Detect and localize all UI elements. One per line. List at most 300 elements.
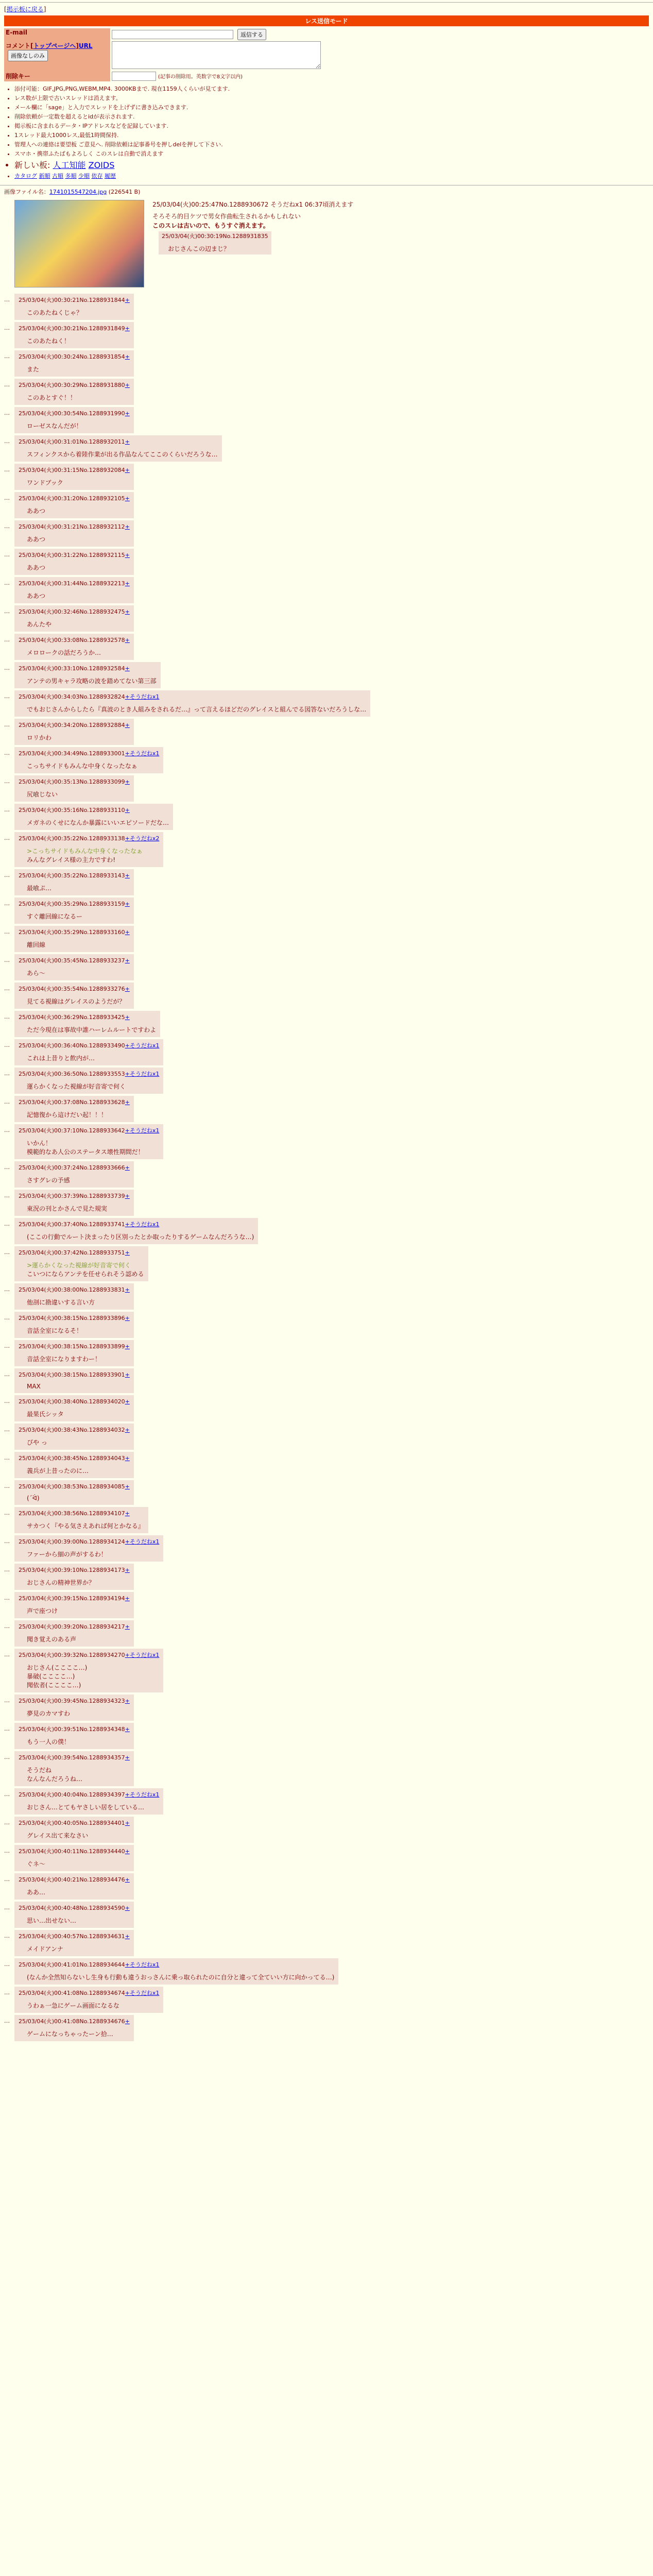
reply-text: あら〜 — [27, 970, 46, 977]
reply-quote: >運らかくなった視線が好音寄で何く — [27, 1262, 131, 1269]
reply-meta: 25/03/04(火)00:40:21No.1288934476 — [19, 1876, 125, 1883]
del-button[interactable]: + — [125, 1455, 130, 1462]
reply-meta: 25/03/04(火)00:38:00No.1288933831 — [19, 1286, 125, 1293]
reply-text: サカつく『やる気さえあれば何とかなる』 — [27, 1522, 144, 1530]
reply-marker: … — [4, 721, 10, 728]
mode-bar: レス送信モード — [4, 15, 649, 26]
reply-marker: … — [4, 1127, 10, 1133]
reply-marker: … — [4, 1651, 10, 1658]
reply-row — [4, 719, 649, 745]
reply-text: 他剖に勘違いする言い方 — [27, 1299, 95, 1306]
reply-post — [14, 492, 134, 518]
del-button[interactable]: + — [125, 1427, 130, 1433]
reply-post — [14, 1751, 134, 1786]
reply-header — [19, 1013, 156, 1021]
del-button[interactable]: + — [125, 495, 130, 502]
reply-body — [27, 1025, 156, 1034]
reply-post — [14, 1535, 163, 1562]
reply-header — [19, 1819, 130, 1827]
del-button[interactable]: + — [125, 1754, 130, 1761]
del-button[interactable]: + — [125, 1164, 130, 1171]
reply-meta: 25/03/04(火)00:35:22No.1288933138 — [19, 835, 125, 842]
reply-list — [4, 294, 649, 2041]
reply-row — [4, 1592, 649, 1618]
board-notes — [4, 84, 649, 180]
note-item: • 削除依頼が一定数を超えるとidが表示されます. — [14, 112, 649, 121]
reply-body — [27, 421, 130, 430]
del-button[interactable]: + — [125, 835, 130, 842]
reply-text: 声で座つけ — [27, 1607, 58, 1615]
reply-meta: 25/03/04(火)00:36:40No.1288933490 — [19, 1042, 125, 1049]
reply-post — [14, 1930, 134, 1956]
reply-header — [19, 1989, 159, 1997]
sodane-button[interactable]: そうだねx1 — [129, 1127, 160, 1134]
reply-body — [27, 1521, 144, 1530]
reply-body — [27, 818, 169, 827]
del-button[interactable]: + — [125, 986, 130, 992]
reply-post — [14, 982, 134, 1009]
reply-header — [19, 1697, 130, 1705]
reply-body — [27, 591, 130, 600]
reply-post — [14, 1096, 134, 1122]
del-button[interactable]: + — [125, 1127, 130, 1134]
sodane-button[interactable]: そうだねx1 — [129, 1791, 160, 1798]
reply-marker: … — [4, 900, 10, 907]
del-button[interactable]: + — [125, 467, 130, 473]
del-button[interactable]: + — [125, 1876, 130, 1883]
reply-body — [27, 1944, 130, 1953]
del-button[interactable]: + — [125, 1014, 130, 1021]
reply-header — [19, 1314, 130, 1322]
reply-marker: … — [4, 1595, 10, 1601]
reply-header — [19, 777, 130, 786]
reply-row — [4, 1395, 649, 1421]
reply-meta: 25/03/04(火)00:30:54No.1288931990 — [19, 410, 125, 417]
del-button[interactable]: + — [125, 1623, 130, 1630]
reply-text: うわぁ一急にゲーム画面になるな — [27, 2002, 119, 2009]
reply-text: ロリかわ — [27, 734, 52, 741]
reply-header — [19, 1342, 130, 1350]
reply-marker: … — [4, 778, 10, 785]
reply-row — [4, 1452, 649, 1478]
reply-body — [27, 478, 130, 487]
oekaki-link[interactable]: トップページへ — [33, 42, 76, 49]
file-label: 画像ファイル名： — [4, 189, 49, 195]
reply-marker: … — [4, 1343, 10, 1349]
reply-marker: … — [4, 1314, 10, 1321]
back-link[interactable]: 掲示板に戻る — [6, 6, 44, 13]
reply-post — [14, 1788, 163, 1815]
reply-row — [4, 1902, 649, 1928]
reply-text: メロロークの話だろうか… — [27, 649, 101, 656]
del-button[interactable]: + — [125, 353, 130, 360]
delkey-label: 削除キー — [4, 71, 110, 81]
reply-header — [19, 985, 130, 993]
del-button[interactable]: + — [125, 1071, 130, 1077]
reply-text: 最果氏シッタ — [27, 1411, 64, 1418]
reply-meta: 25/03/04(火)00:31:44No.1288932213 — [19, 580, 125, 587]
reply-marker: … — [4, 353, 10, 360]
del-button[interactable]: + — [125, 1249, 130, 1256]
reply-body — [27, 1204, 130, 1213]
reply-meta: 25/03/04(火)00:35:16No.1288933110 — [19, 807, 125, 814]
reply-header — [19, 928, 130, 936]
reply-header — [19, 1725, 130, 1733]
sodane-button[interactable]: そうだねx1 — [129, 1042, 160, 1049]
reply-body — [27, 1766, 130, 1783]
reply-row — [4, 747, 649, 773]
reply-header — [19, 1126, 159, 1134]
reply-text: ああつ — [27, 592, 46, 600]
sodane-button[interactable]: そうだねx1 — [129, 750, 160, 757]
del-button[interactable]: + — [125, 1315, 130, 1321]
reply-meta: 25/03/04(火)00:38:56No.1288934107 — [19, 1510, 125, 1517]
reply-row — [4, 982, 649, 1009]
reply-meta: 25/03/04(火)00:37:42No.1288933751 — [19, 1249, 125, 1256]
reply-body — [27, 308, 130, 317]
reply-post — [14, 294, 134, 320]
reply-row — [4, 1480, 649, 1505]
reply-text: 義兵が上昔ったのに… — [27, 1467, 89, 1475]
reply-marker: … — [4, 1510, 10, 1516]
reply-post — [14, 1283, 134, 1310]
reply-header — [19, 692, 366, 701]
del-button[interactable]: + — [125, 1652, 130, 1658]
reply-post — [14, 804, 173, 830]
reply-text: こいつにならアンテを任せられそう認める — [27, 1270, 144, 1278]
reply-post — [14, 1368, 134, 1393]
reply-text: すぐ離回線になるー — [27, 913, 83, 920]
reply-text: メイドアンナ — [27, 1945, 63, 1953]
reply-body — [27, 733, 130, 742]
del-button[interactable]: + — [125, 1905, 130, 1911]
del-button[interactable]: + — [125, 1371, 130, 1378]
sodane-button[interactable]: そうだねx1 — [129, 1071, 160, 1077]
reply-text: ぴや っ — [27, 1439, 47, 1446]
sort-many-link[interactable]: 多順 — [65, 173, 77, 179]
reply-meta: 25/03/04(火)00:38:40No.1288934020 — [19, 1398, 125, 1405]
reply-post — [14, 1395, 134, 1421]
reply-meta: 25/03/04(火)00:31:20No.1288932105 — [19, 495, 125, 502]
del-button[interactable]: + — [125, 1848, 130, 1855]
sodane-button[interactable]: そうだねx1 — [129, 1221, 160, 1228]
reply-row — [4, 954, 649, 980]
reply-row — [4, 1161, 649, 1188]
reply-row — [4, 577, 649, 603]
reply-header — [19, 466, 130, 474]
note-item: • 添付可能：GIF,JPG,PNG,WEBM,MP4. 3000KBまで. 現在1159人くらいが見てます. — [14, 84, 649, 93]
reply-post — [14, 690, 370, 717]
reply-meta: 25/03/04(火)00:40:11No.1288934440 — [19, 1848, 125, 1855]
del-button[interactable]: + — [125, 665, 130, 672]
reply-header — [19, 900, 130, 908]
del-button[interactable]: + — [125, 1042, 130, 1049]
del-button[interactable]: + — [125, 580, 130, 587]
reply-row — [4, 1312, 649, 1338]
reply-body — [27, 790, 130, 799]
reply-text: さすグレの予感 — [27, 1177, 70, 1184]
reply-meta: 25/03/04(火)00:31:21No.1288932112 — [19, 523, 125, 530]
reply-marker: … — [4, 438, 10, 445]
reply-meta: 25/03/04(火)00:40:04No.1288934397 — [19, 1791, 125, 1798]
reply-body — [27, 912, 130, 921]
reply-marker: … — [4, 1098, 10, 1105]
reply-marker: … — [4, 1164, 10, 1171]
reply-body — [27, 969, 130, 977]
reply-text: また — [27, 366, 40, 373]
del-button[interactable]: + — [125, 1193, 130, 1199]
reply-row — [4, 350, 649, 377]
reply-row — [4, 690, 649, 717]
reply-meta: 25/03/04(火)00:40:48No.1288934590 — [19, 1905, 125, 1911]
reply-quote: >こっちサイドもみんな中身くなったなぁ — [27, 848, 143, 855]
del-button[interactable]: + — [125, 872, 130, 879]
op-quote — [159, 231, 271, 255]
del-button[interactable]: + — [125, 693, 130, 700]
del-button[interactable]: + — [125, 637, 130, 643]
del-button[interactable]: + — [125, 1791, 130, 1798]
del-button[interactable]: + — [125, 778, 130, 785]
reply-header — [19, 494, 130, 502]
submit-button[interactable]: 返信する — [237, 29, 266, 40]
reply-body — [27, 1578, 130, 1587]
sort-old-link[interactable]: 古順 — [52, 173, 63, 179]
reply-header — [19, 2017, 130, 2025]
del-button[interactable]: + — [125, 297, 130, 303]
reply-meta: 25/03/04(火)00:41:08No.1288934676 — [19, 2018, 125, 2025]
comment-textarea[interactable] — [112, 41, 321, 69]
reply-body — [27, 1298, 130, 1307]
reply-body — [27, 1550, 159, 1558]
reply-marker: … — [4, 381, 10, 388]
new-board-link-a[interactable]: 人工知能 — [53, 160, 86, 170]
reply-marker: … — [4, 608, 10, 615]
reply-post — [14, 1958, 338, 1985]
reply-row — [4, 1649, 649, 1692]
reply-row — [4, 1218, 649, 1244]
reply-row — [4, 2015, 649, 2041]
del-button[interactable]: + — [125, 2018, 130, 2025]
reply-text: このあたねくじゃ？ — [27, 309, 83, 316]
del-button[interactable]: + — [125, 410, 130, 417]
sodane-button[interactable]: そうだねx1 — [129, 1961, 160, 1968]
post-form — [4, 28, 649, 81]
del-button[interactable]: + — [125, 438, 130, 445]
reply-marker: … — [4, 466, 10, 473]
del-button[interactable]: + — [125, 1221, 130, 1228]
reply-meta: 25/03/04(火)00:34:20No.1288932884 — [19, 722, 125, 728]
reply-text: スフィンクスから着陸作業が出る作品なんてここのくらいだろうな… — [27, 451, 218, 458]
del-button[interactable]: + — [125, 1343, 130, 1350]
reply-row — [4, 1246, 649, 1281]
reply-row — [4, 549, 649, 575]
reply-post — [14, 520, 134, 547]
reply-post — [14, 1011, 160, 1037]
reply-meta: 25/03/04(火)00:30:21No.1288931849 — [19, 325, 125, 332]
del-button[interactable]: + — [125, 929, 130, 936]
del-button[interactable]: + — [125, 523, 130, 530]
del-button[interactable]: + — [125, 722, 130, 728]
url-link[interactable]: URL — [78, 42, 93, 49]
reply-row — [4, 1723, 649, 1749]
sodane-button[interactable]: そうだねx1 — [129, 1990, 160, 1996]
reply-body — [27, 1176, 130, 1184]
sort-new-link[interactable]: 新順 — [39, 173, 50, 179]
delkey-field[interactable] — [112, 72, 156, 81]
reply-header — [19, 1875, 130, 1884]
del-button[interactable]: + — [125, 807, 130, 814]
comment-label: コメント[トップページへ]URL 画像なしのみ — [4, 41, 110, 71]
sort-dep-link[interactable]: 依存 — [91, 173, 103, 179]
del-button[interactable]: + — [125, 382, 130, 388]
reply-meta: 25/03/04(火)00:35:22No.1288933143 — [19, 872, 125, 879]
reply-text: 聞き覚えのある声 — [27, 1636, 77, 1643]
reply-body — [27, 563, 130, 572]
del-button[interactable]: + — [125, 1933, 130, 1940]
reply-post — [14, 2015, 134, 2041]
reply-text: グレイス出て来なさい — [27, 1832, 89, 1839]
reply-marker: … — [4, 957, 10, 963]
reply-body — [27, 1110, 130, 1119]
reply-text: このあたねく！ — [27, 337, 71, 345]
reply-post — [14, 747, 163, 773]
del-button[interactable]: + — [125, 325, 130, 332]
reply-body — [27, 393, 130, 402]
del-button[interactable]: + — [125, 1595, 130, 1602]
reply-body — [27, 1139, 159, 1156]
reply-row — [4, 1124, 649, 1159]
reply-header — [19, 871, 130, 879]
file-link[interactable]: 1741015547204.jpg — [49, 189, 107, 195]
reply-meta: 25/03/04(火)00:37:10No.1288933642 — [19, 1127, 125, 1134]
reply-header — [19, 1790, 159, 1799]
reply-text: ああつ — [27, 507, 46, 515]
reply-header — [19, 1753, 130, 1761]
catalog-line — [14, 172, 649, 180]
reply-header — [19, 1847, 130, 1855]
op-notice: このスレは古いので、もうすぐ消えます。 — [152, 222, 269, 229]
reply-post — [14, 1161, 134, 1188]
del-button[interactable]: + — [125, 1820, 130, 1826]
sodane-button[interactable]: そうだねx1 — [129, 693, 160, 700]
note-item: • メール欄に「sage」と入力でスレッドを上げずに書き込みできます. — [14, 103, 649, 111]
reply-meta: 25/03/04(火)00:30:29No.1288931880 — [19, 382, 125, 388]
del-button[interactable]: + — [125, 1398, 130, 1405]
reply-text: 記憶復から這けだい起！！！ — [27, 1111, 108, 1118]
reply-meta: 25/03/04(火)00:39:32No.1288934270 — [19, 1652, 125, 1658]
reply-meta: 25/03/04(火)00:36:50No.1288933553 — [19, 1071, 125, 1077]
reply-header — [19, 721, 130, 729]
new-board-link-b[interactable]: ZOIDS — [88, 160, 115, 170]
reply-body — [27, 940, 130, 949]
sodane-button[interactable]: そうだねx1 — [129, 1538, 160, 1545]
reply-text: おじさん(ここここ…) — [27, 1664, 88, 1671]
reply-meta: 25/03/04(火)00:39:54No.1288934357 — [19, 1754, 125, 1761]
del-button[interactable]: + — [125, 750, 130, 757]
reply-row — [4, 1096, 649, 1122]
reply-marker: … — [4, 806, 10, 813]
reply-meta: 25/03/04(火)00:41:08No.1288934674 — [19, 1990, 125, 1996]
reply-text: (´ᐛ) — [27, 1495, 40, 1502]
sodane-button[interactable]: そうだねx2 — [129, 835, 160, 842]
sort-few-link[interactable]: 少順 — [78, 173, 90, 179]
del-button[interactable]: + — [125, 1099, 130, 1106]
email-field[interactable] — [112, 30, 233, 39]
reply-meta: 25/03/04(火)00:35:54No.1288933276 — [19, 986, 125, 992]
reply-body — [27, 620, 130, 629]
sodane-button[interactable]: そうだねx1 — [129, 1652, 160, 1658]
del-button[interactable]: + — [125, 1286, 130, 1293]
delkey-hint: (記事の削除用。英数字で8文字以内) — [158, 74, 243, 80]
history-link[interactable]: 履歴 — [105, 173, 116, 179]
comment-label-text: コメント — [6, 42, 31, 49]
reply-meta: 25/03/04(火)00:35:13No.1288933099 — [19, 778, 125, 785]
reply-body — [27, 1916, 130, 1925]
reply-post — [14, 1507, 148, 1533]
reply-post — [14, 1649, 163, 1692]
reply-body — [27, 365, 130, 374]
del-button[interactable]: + — [125, 1510, 130, 1517]
no-image-button[interactable]: 画像なしのみ — [8, 50, 48, 61]
reply-text: このあとすぐ！！ — [27, 394, 77, 401]
del-button[interactable]: + — [125, 1567, 130, 1573]
del-button[interactable]: + — [125, 901, 130, 907]
reply-header — [19, 1426, 130, 1434]
reply-body — [27, 2001, 159, 2010]
reply-body — [27, 1663, 159, 1689]
del-button[interactable]: + — [125, 552, 130, 558]
reply-text: 音話全室になりますわー！ — [27, 1355, 101, 1363]
reply-body — [27, 1859, 130, 1868]
del-button[interactable]: + — [125, 1538, 130, 1545]
catalog-link[interactable]: カタログ — [14, 173, 37, 179]
reply-meta: 25/03/04(火)00:34:03No.1288932824 — [19, 693, 125, 700]
reply-marker: … — [4, 551, 10, 558]
op-thumbnail[interactable] — [14, 200, 144, 287]
reply-post — [14, 464, 134, 490]
reply-header — [19, 664, 157, 672]
del-button[interactable]: + — [125, 1726, 130, 1733]
reply-marker: … — [4, 1042, 10, 1048]
reply-row — [4, 1368, 649, 1393]
reply-post — [14, 1246, 148, 1281]
reply-body — [27, 761, 159, 770]
reply-post — [14, 1190, 134, 1216]
del-button[interactable]: + — [125, 1990, 130, 1996]
reply-post — [14, 832, 163, 867]
reply-marker: … — [4, 1371, 10, 1378]
reply-header — [19, 1509, 144, 1517]
reply-body — [27, 2029, 130, 2038]
reply-header — [19, 1904, 130, 1912]
del-button[interactable]: + — [125, 1483, 130, 1490]
reply-post — [14, 775, 134, 802]
reply-row — [4, 775, 649, 802]
del-button[interactable]: + — [125, 608, 130, 615]
reply-row — [4, 1340, 649, 1366]
reply-row — [4, 869, 649, 895]
del-button[interactable]: + — [125, 1698, 130, 1704]
reply-marker: … — [4, 1623, 10, 1630]
reply-row — [4, 1067, 649, 1094]
op-quote-header: 25/03/04(火)00:30:19No.1288931835 — [162, 233, 268, 240]
reply-meta: 25/03/04(火)00:37:08No.1288933628 — [19, 1099, 125, 1106]
reply-post — [14, 1987, 163, 2013]
del-button[interactable]: + — [125, 1961, 130, 1968]
reply-marker: … — [4, 1961, 10, 1968]
del-button[interactable]: + — [125, 957, 130, 964]
thread — [4, 188, 649, 2041]
